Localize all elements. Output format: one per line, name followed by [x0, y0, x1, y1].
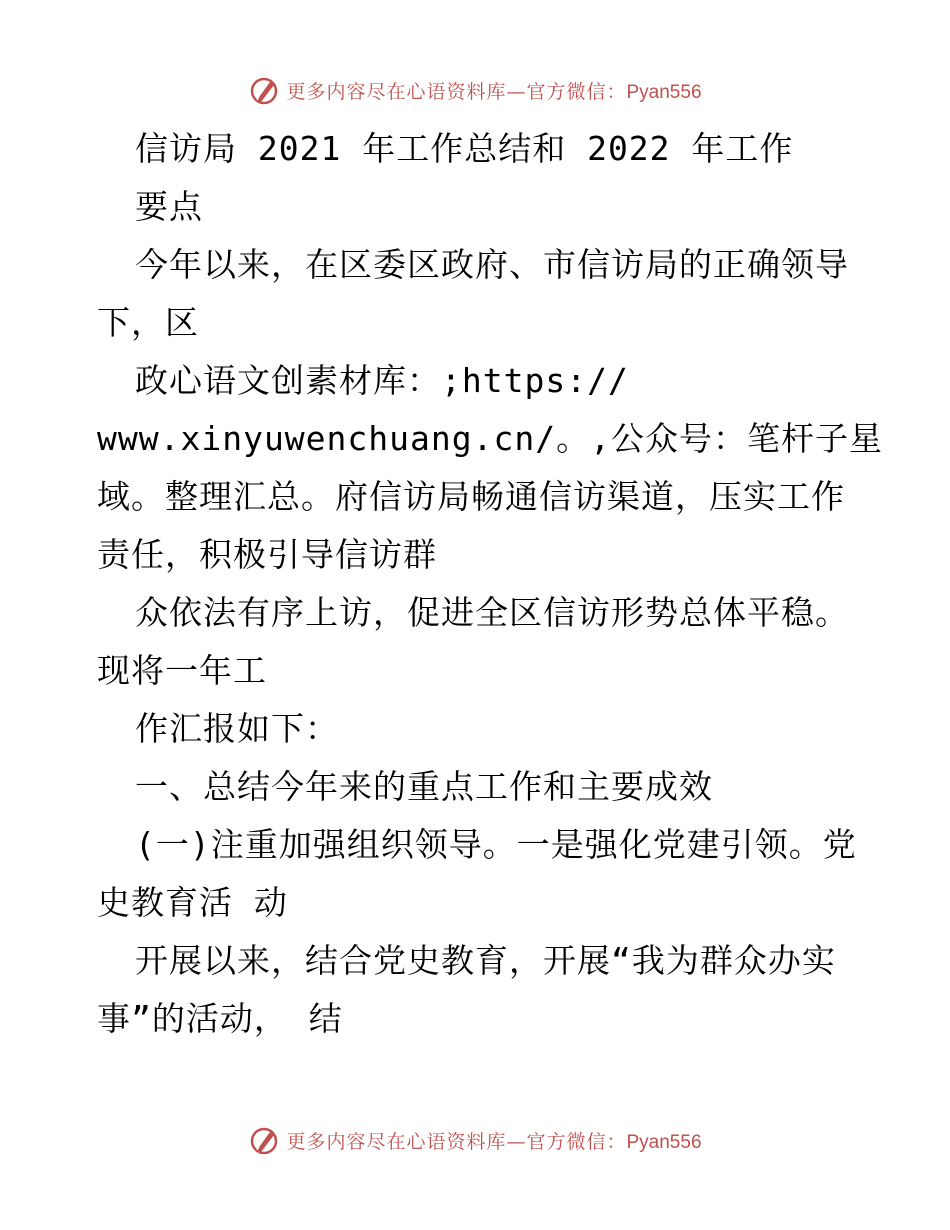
text-line: 政心语文创素材库：;https:// [135, 361, 629, 400]
text-line: 史教育活 动 [97, 883, 288, 922]
text-line: 现将一年工 [97, 651, 267, 690]
text-line: 作汇报如下： [135, 709, 339, 748]
text-line: 要点 [135, 187, 203, 226]
wechat-id: Pyan556 [626, 1131, 702, 1153]
text-line: 信访局 2021 年工作总结和 2022 年工作 [135, 129, 794, 168]
text-line: 域。整理汇总。府信访局畅通信访渠道，压实工作 [97, 477, 845, 516]
text-line: (一)注重加强组织领导。一是强化党建引领。党 [135, 825, 857, 864]
text-line: 众依法有序上访，促进全区信访形势总体平稳。 [135, 593, 849, 632]
banner-text: 更多内容尽在心语资料库—官方微信：Pyan556 [286, 1130, 702, 1153]
footer-watermark-banner [0, 1120, 950, 1160]
pen-logo-icon [248, 74, 280, 106]
text-line: 下，区 [97, 303, 199, 342]
header-watermark-banner [0, 70, 950, 110]
wechat-id: Pyan556 [626, 81, 702, 103]
text-line: 责任，积极引导信访群 [97, 535, 437, 574]
text-line: 一、总结今年来的重点工作和主要成效 [135, 767, 713, 806]
pen-logo-icon [248, 1124, 280, 1156]
text-line: 事”的活动， 结 [97, 999, 343, 1038]
text-line: 开展以来，结合党史教育，开展“我为群众办实 [135, 941, 836, 980]
banner-text: 更多内容尽在心语资料库—官方微信：Pyan556 [286, 80, 702, 103]
document-body [97, 120, 883, 1048]
text-line: www.xinyuwenchuang.cn/。,公众号：笔杆子星 [97, 419, 883, 458]
text-line: 今年以来，在区委区政府、市信访局的正确领导 [135, 245, 849, 284]
